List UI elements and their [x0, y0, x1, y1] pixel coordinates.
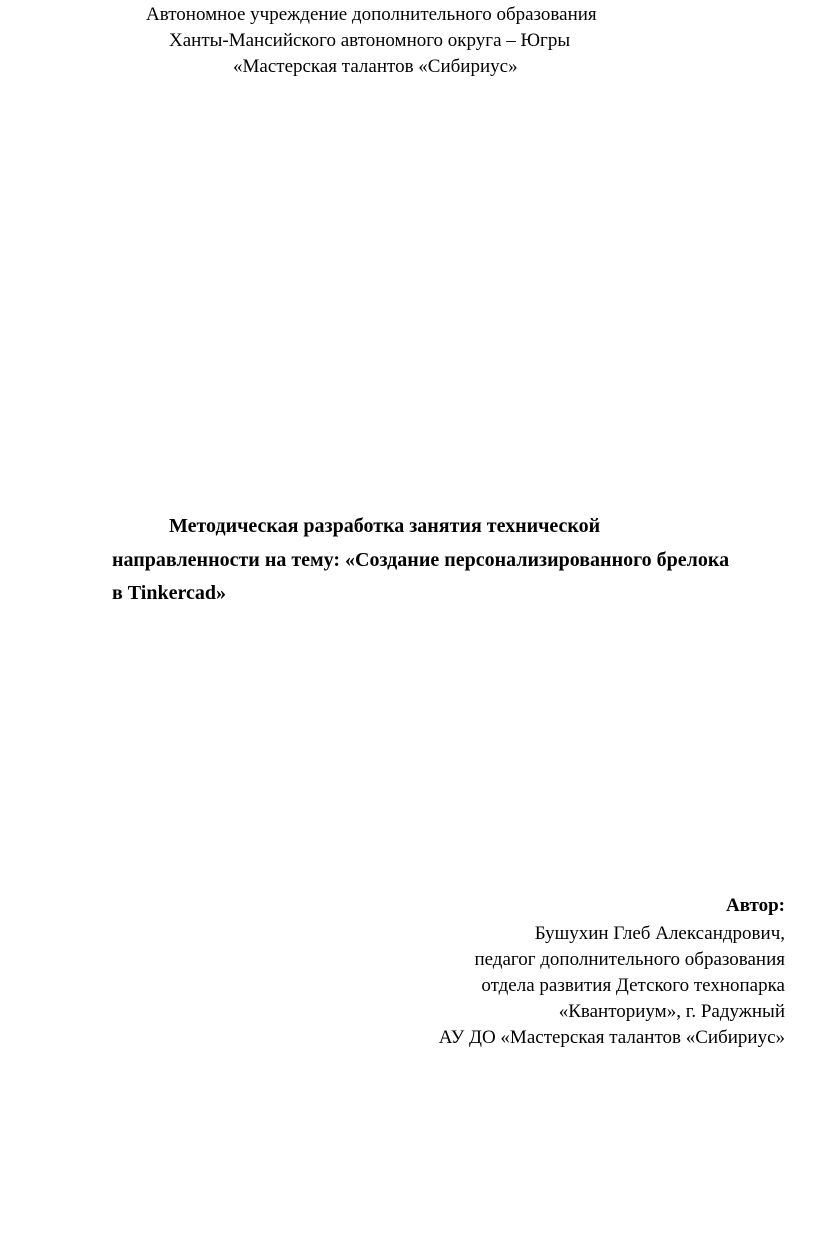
org-name-line-1: Автономное учреждение дополнительного образования — [146, 4, 597, 25]
title-line-1: Методическая разработка занятия технической — [169, 515, 601, 537]
author-block — [439, 893, 785, 1051]
author-department: отдела развития Детского технопарка — [481, 975, 785, 996]
author-location: «Кванториум», г. Радужный — [558, 1001, 785, 1022]
author-label: Автор: — [726, 895, 785, 916]
author-name: Бушухин Глеб Александрович, — [534, 923, 785, 944]
author-organization: АУ ДО «Мастерская талантов «Сибириус» — [438, 1027, 785, 1048]
author-position: педагог дополнительного образования — [474, 949, 785, 970]
org-name-line-3: «Мастерская талантов «Сибириус» — [233, 56, 518, 77]
title-line-2: направленности на тему: «Создание персонализированного брелока — [112, 549, 730, 571]
org-name-line-2: Ханты-Мансийского автономного округа – Югры — [169, 30, 571, 51]
title-line-3: в Tinkercad» — [112, 582, 226, 604]
